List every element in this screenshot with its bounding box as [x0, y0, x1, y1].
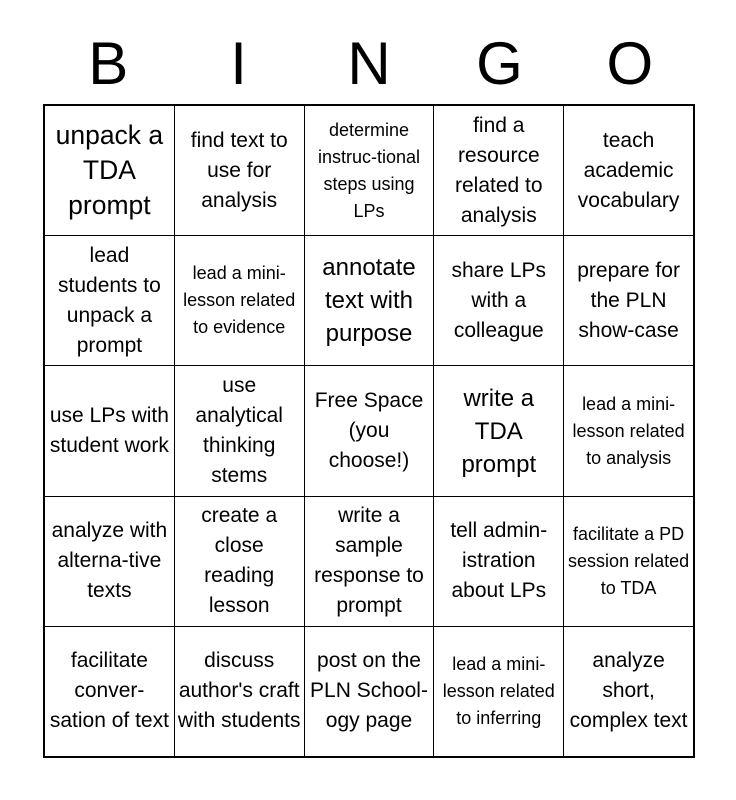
bingo-cell-label: unpack a TDA prompt: [55, 120, 164, 221]
bingo-cell-label: analyze with alterna-tive texts: [51, 519, 168, 603]
header-letter-i: I: [230, 30, 247, 97]
bingo-cell[interactable]: [563, 236, 693, 365]
bingo-cell[interactable]: [433, 627, 563, 756]
bingo-cell[interactable]: [304, 236, 434, 365]
bingo-cell-label: teach academic vocabulary: [577, 128, 680, 212]
bingo-cell-label: use LPs with student work: [49, 404, 169, 457]
header-letter-o: O: [606, 30, 654, 97]
bingo-cell[interactable]: [45, 627, 174, 756]
bingo-cell[interactable]: [174, 497, 304, 626]
bingo-cell[interactable]: [433, 236, 563, 365]
bingo-cell[interactable]: [563, 627, 693, 756]
bingo-cell-label: discuss author's craft with students: [177, 649, 301, 733]
bingo-cell-label: annotate text with purpose: [322, 254, 416, 348]
bingo-cell-label: lead a mini-lesson related to evidence: [183, 263, 296, 338]
bingo-row: [45, 626, 693, 756]
bingo-cell-label: Free Space (you choose!): [314, 389, 424, 472]
bingo-cell-label: lead a mini-lesson related to analysis: [572, 393, 685, 468]
bingo-cell-label: determine instruc-tional steps using LPs: [317, 119, 421, 221]
bingo-row: [45, 235, 693, 365]
bingo-cell[interactable]: [433, 106, 563, 235]
bingo-cell[interactable]: [45, 106, 174, 235]
bingo-header: [43, 26, 695, 102]
bingo-cell-label: prepare for the PLN show-case: [577, 258, 680, 342]
bingo-cell-label: use analytical thinking stems: [195, 374, 283, 487]
bingo-cell-label: write a TDA prompt: [461, 384, 537, 478]
bingo-cell-label: lead a mini-lesson related to inferring: [442, 653, 555, 728]
bingo-cell-label: find a resource related to analysis: [455, 113, 543, 227]
header-letter-g: G: [476, 30, 523, 97]
bingo-cell[interactable]: [174, 106, 304, 235]
bingo-cell[interactable]: [174, 627, 304, 756]
bingo-cell-label: analyze short, complex text: [569, 649, 688, 733]
header-letter-b: B: [88, 30, 129, 97]
bingo-cell-label: create a close reading lesson: [201, 504, 278, 618]
bingo-cell[interactable]: [45, 497, 174, 626]
bingo-row: [45, 365, 693, 495]
bingo-cell[interactable]: [304, 627, 434, 756]
bingo-cell-label: tell admin-istration about LPs: [450, 519, 548, 603]
header-letter-n: N: [347, 30, 391, 97]
bingo-cell-label: share LPs with a colleague: [451, 258, 547, 342]
bingo-cell-label: lead students to unpack a prompt: [58, 243, 161, 357]
bingo-cell[interactable]: [433, 366, 563, 495]
bingo-cell-free-space[interactable]: [304, 366, 434, 495]
bingo-cell[interactable]: [174, 366, 304, 495]
bingo-cell-label: write a sample response to prompt: [314, 504, 424, 618]
bingo-cell[interactable]: [45, 366, 174, 495]
bingo-cell[interactable]: [563, 106, 693, 235]
bingo-cell-label: post on the PLN School-ogy page: [310, 649, 428, 733]
bingo-row: [45, 496, 693, 626]
bingo-cell[interactable]: [304, 497, 434, 626]
bingo-cell[interactable]: [563, 497, 693, 626]
bingo-cell[interactable]: [174, 236, 304, 365]
bingo-cell-label: facilitate a PD session related to TDA: [568, 523, 690, 598]
bingo-cell[interactable]: [45, 236, 174, 365]
bingo-cell[interactable]: [563, 366, 693, 495]
bingo-row: [45, 106, 693, 235]
bingo-cell[interactable]: [304, 106, 434, 235]
bingo-grid: [43, 104, 695, 758]
bingo-cell-label: find text to use for analysis: [190, 128, 288, 212]
bingo-cell[interactable]: [433, 497, 563, 626]
bingo-cell-label: facilitate conver-sation of text: [49, 649, 169, 733]
